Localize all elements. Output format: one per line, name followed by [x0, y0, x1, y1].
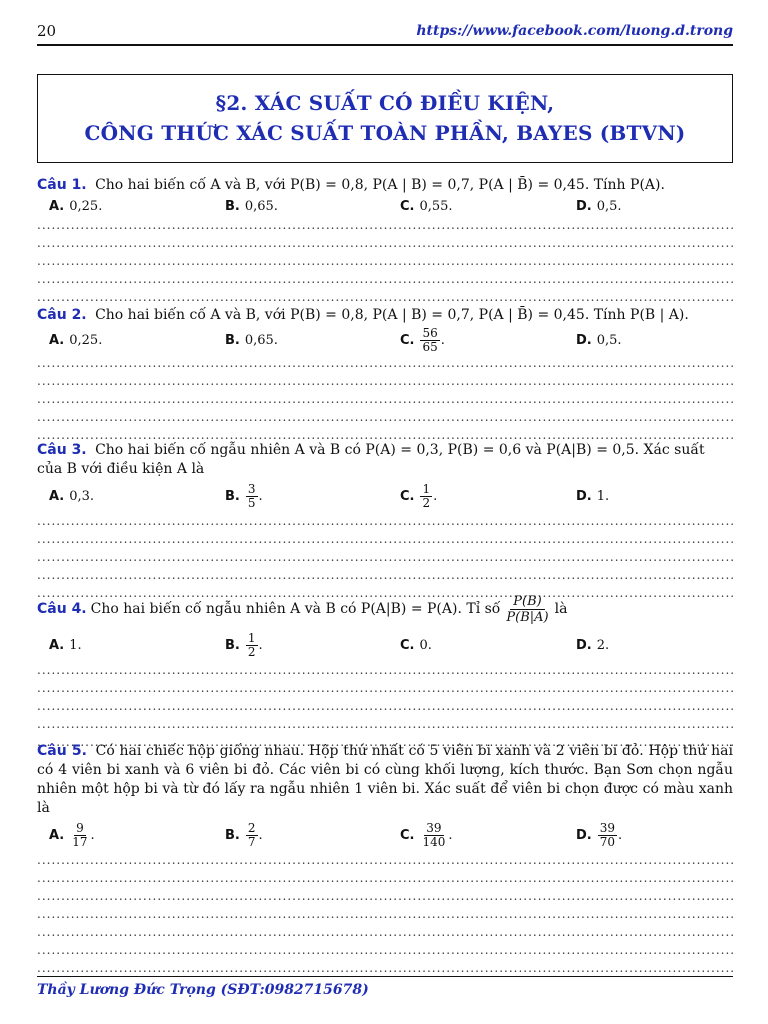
section-title-line1: §2. XÁC SUẤT CÓ ĐIỀU KIỆN,: [215, 91, 555, 115]
option-b[interactable]: B. 0,65.: [225, 198, 278, 214]
option-d[interactable]: D. 1.: [576, 488, 610, 504]
option-d[interactable]: D. 2.: [576, 637, 610, 653]
question-4: [37, 590, 733, 752]
dotted-line: [37, 235, 733, 253]
answer-area[interactable]: [37, 217, 733, 307]
option-d[interactable]: D. 0,5.: [576, 198, 622, 214]
answer-area[interactable]: [37, 355, 733, 445]
dotted-line: [37, 852, 733, 870]
dotted-line: [37, 271, 733, 289]
dotted-line: [37, 924, 733, 942]
option-a[interactable]: A. 0,25.: [49, 332, 103, 348]
answer-area[interactable]: [37, 662, 733, 752]
question-text: Cho hai biến cố A và B, với P(B) = 0,8, P(A | B) = 0,7, P(A | B̄) = 0,45. Tính P(A).: [95, 177, 665, 193]
option-c[interactable]: C. 0.: [400, 637, 432, 653]
dotted-line: [37, 549, 733, 567]
page-number: 20: [37, 22, 57, 40]
fraction: $\frac{56}{65}$: [422, 325, 438, 354]
dotted-line: [37, 870, 733, 888]
dotted-line: [37, 567, 733, 585]
option-b[interactable]: B. 0,65.: [225, 332, 278, 348]
question-stem: [37, 441, 733, 479]
answer-options: [37, 195, 733, 217]
fraction: $\frac{3}{5}$: [247, 481, 256, 510]
question-text: Có hai chiếc hộp giống nhau. Hộp thứ nhất có 5 viên bi xanh và 2 viên bi đỏ. Hộp thứ hai có 4 viên bi xanh và 6 viên bi đỏ. Các viên bi có cùng khối lượng, kích thước. Bạn Sơn chọn ngẫu nhiên một hộp bi và từ đó lấy ra ngẫu nhiên 1 viên bi. Xác suất để viên bi chọn được có màu xanh là: [37, 743, 733, 816]
option-b[interactable]: B. $\frac{2}{7}$ .: [225, 820, 263, 849]
dotted-line: [37, 888, 733, 906]
dotted-line: [37, 906, 733, 924]
ratio-fraction: P(B) P(B|A): [506, 593, 549, 625]
question-label: Câu 2.: [37, 307, 87, 323]
question-stem: [37, 742, 733, 818]
fraction: $\frac{39}{70}$: [599, 820, 616, 849]
option-c[interactable]: C. 0,55.: [400, 198, 453, 214]
dotted-line: [37, 662, 733, 680]
dotted-line: [37, 513, 733, 531]
question-text: Cho hai biến cố A và B, với P(B) = 0,8, P(A | B) = 0,7, P(A | B̄) = 0,45. Tính P(B | A).: [95, 307, 689, 323]
option-d[interactable]: D. 0,5.: [576, 332, 622, 348]
option-b[interactable]: B. $\frac{3}{5}$ .: [225, 481, 263, 510]
question-label: Câu 3.: [37, 442, 87, 458]
dotted-line: [37, 391, 733, 409]
answer-area[interactable]: [37, 852, 733, 978]
option-a[interactable]: A. 0,25.: [49, 198, 103, 214]
answer-options: [37, 325, 733, 355]
fraction: $\frac{1}{2}$: [247, 630, 256, 659]
question-text: Cho hai biến cố ngẫu nhiên A và B có P(A) = 0,3, P(B) = 0,6 và P(A|B) = 0,5. Xác suất của B với điều kiện A là: [37, 442, 705, 477]
fraction: $\frac{1}{2}$: [422, 481, 431, 510]
dotted-line: [37, 680, 733, 698]
footer-rule: [37, 976, 733, 977]
option-c[interactable]: C. $\frac{1}{2}$ .: [400, 481, 438, 510]
footer-author: Thầy Lương Đức Trọng (SĐT:0982715678): [37, 982, 369, 998]
fraction: $\frac{39}{140}$: [422, 820, 446, 849]
facebook-link[interactable]: https://www.facebook.com/luong.d.trong: [416, 23, 733, 39]
dotted-line: [37, 716, 733, 734]
option-a[interactable]: A. 0,3.: [49, 488, 95, 504]
dotted-line: [37, 409, 733, 427]
dotted-line: [37, 289, 733, 307]
fraction: $\frac{2}{7}$: [247, 820, 256, 849]
question-stem: [37, 176, 733, 195]
fraction: $\frac{9}{17}$: [72, 820, 88, 849]
answer-options: [37, 628, 733, 662]
question-2: [37, 306, 733, 445]
section-title-box: [37, 74, 733, 163]
question-label: Câu 4.: [37, 600, 87, 617]
answer-options: [37, 818, 733, 852]
question-label: Câu 5.: [37, 743, 87, 759]
dotted-line: [37, 253, 733, 271]
option-a[interactable]: A. 1.: [49, 637, 82, 653]
option-d[interactable]: D. $\frac{39}{70}$ .: [576, 820, 623, 849]
dotted-line: [37, 373, 733, 391]
option-b[interactable]: B. $\frac{1}{2}$ .: [225, 630, 263, 659]
question-stem: [37, 306, 733, 325]
header-rule: [37, 44, 733, 46]
worksheet-page: [37, 0, 733, 1024]
question-5: [37, 742, 733, 978]
question-stem: Câu 4. Cho hai biến cố ngẫu nhiên A và B có P(A|B) = P(A). Tỉ số P(B) P(B|A) là: [37, 593, 568, 625]
option-c[interactable]: C. $\frac{56}{65}$ .: [400, 325, 445, 354]
dotted-line: [37, 531, 733, 549]
question-label: Câu 1.: [37, 177, 87, 193]
question-text: Cho hai biến cố ngẫu nhiên A và B có P(A|B) = P(A). Tỉ số: [90, 600, 501, 617]
dotted-line: [37, 217, 733, 235]
option-a[interactable]: A. $\frac{9}{17}$ .: [49, 820, 95, 849]
page-header: [37, 22, 733, 44]
dotted-line: [37, 942, 733, 960]
section-title-line2: CÔNG THỨC XÁC SUẤT TOÀN PHẦN, BAYES (BTVN): [84, 121, 686, 145]
option-c[interactable]: C. $\frac{39}{140}$ .: [400, 820, 453, 849]
dotted-line: [37, 698, 733, 716]
dotted-line: [37, 355, 733, 373]
question-1: [37, 176, 733, 307]
answer-options: [37, 479, 733, 513]
question-3: [37, 441, 733, 603]
